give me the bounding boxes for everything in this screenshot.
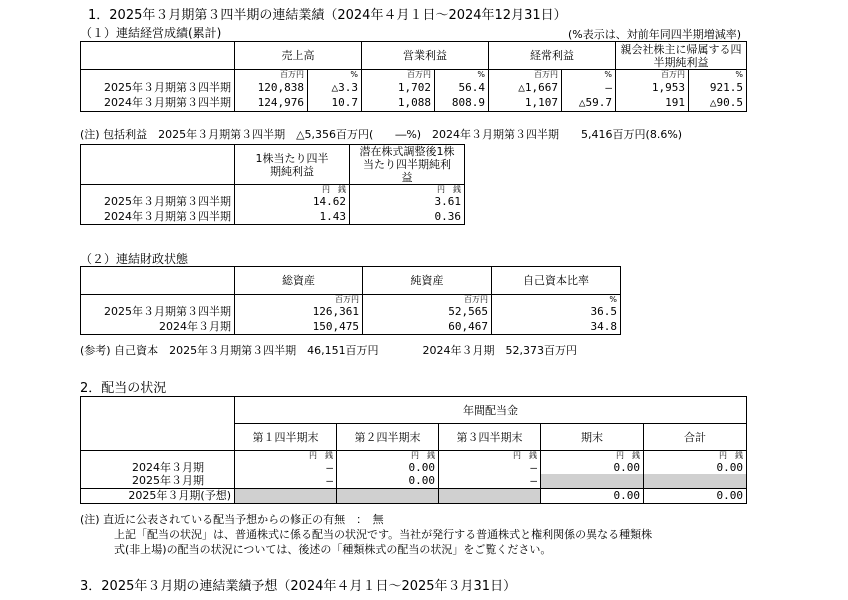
header-sales: 売上高 [235,42,362,70]
dividends-table [80,396,747,504]
row-label: 2024年３月期 [81,319,235,334]
dividend-note-3: 式(非上場)の配当の状況については、後述の「種類株式の配当の状況」をご覧ください。 [114,543,552,556]
unit-empty [81,185,235,195]
unit-cell: 百万円 [616,70,689,80]
unit-cell: 円 銭 [350,185,465,195]
value-cell: 0.00 [541,488,644,503]
header-empty [81,42,235,70]
value-cell: ― [562,79,616,95]
header-equity-ratio: 自己資本比率 [492,267,621,295]
row-label: 2025年３月期第３四半期 [81,194,235,209]
equity-note: (参考) 自己資本 2025年３月期第３四半期 46,151百万円 2024年３月期 52,373百万円 [80,344,578,357]
unit-cell: % [308,70,362,80]
unit-cell: 百万円 [489,70,562,80]
shaded-cell [439,488,541,503]
table-row [81,474,747,488]
unit-cell: 円 銭 [235,185,350,195]
value-cell: 1,702 [362,79,435,95]
value-cell: 120,838 [235,79,308,95]
section-3-title: 3．2025年３月期の連結業績予想（2024年４月１日～2025年３月31日） [80,579,517,594]
row-label: 2025年３月期 [81,474,235,488]
header-year-end: 期末 [541,424,644,451]
section-1-title: 1．2025年３月期第３四半期の連結業績（2024年４月１日～2024年12月31日） [88,8,567,23]
unit-cell: % [435,70,489,80]
row-label: 2025年３月期(予想) [81,488,235,503]
shaded-cell [644,474,747,488]
value-cell: 1.43 [235,209,350,224]
performance-table [80,41,747,112]
dividend-note-1: (注) 直近に公表されている配当予想からの修正の有無 ： 無 [80,513,384,526]
unit-cell: 円 銭 [337,451,439,461]
value-cell: △3.3 [308,79,362,95]
table-row [81,209,465,224]
value-cell: 0.36 [350,209,465,224]
percent-note: (%表示は、対前年同四半期増減率) [568,28,742,41]
shaded-cell [541,474,644,488]
header-operating-profit: 営業利益 [362,42,489,70]
value-cell: 0.00 [644,488,747,503]
value-cell: 10.7 [308,95,362,111]
unit-empty [81,70,235,80]
shaded-cell [337,488,439,503]
value-cell: 126,361 [235,304,363,319]
unit-cell: % [689,70,747,80]
unit-cell: 円 銭 [439,451,541,461]
value-cell: 60,467 [363,319,492,334]
header-diluted-eps: 潜在株式調整後1株当たり四半期純利益 [350,145,465,185]
subsection-1-title: （１）連結経営成績(累計) [80,26,222,40]
row-label: 2024年３月期 [81,460,235,474]
unit-empty [81,295,235,305]
value-cell: △1,667 [489,79,562,95]
header-eps: 1株当たり四半期純利益 [235,145,350,185]
value-cell: 124,976 [235,95,308,111]
unit-cell: 円 銭 [644,451,747,461]
header-net-income: 親会社株主に帰属する四半期純利益 [616,42,747,70]
eps-table [80,144,465,225]
table-row [81,194,465,209]
unit-cell: % [562,70,616,80]
value-cell: 52,565 [363,304,492,319]
value-cell: 36.5 [492,304,621,319]
header-empty [81,267,235,295]
value-cell: △59.7 [562,95,616,111]
header-empty [81,397,235,451]
value-cell: 1,107 [489,95,562,111]
value-cell: △90.5 [689,95,747,111]
row-label: 2025年３月期第３四半期 [81,304,235,319]
comprehensive-income-note: (注) 包括利益 2025年３月期第３四半期 △5,356百万円( ―%) 2024年３月期第３四半期 5,416百万円(8.6%) [80,128,683,141]
value-cell: 0.00 [541,460,644,474]
table-row [81,460,747,474]
header-total-assets: 総資産 [235,267,363,295]
value-cell: 1,953 [616,79,689,95]
unit-cell: 百万円 [235,70,308,80]
header-total: 合計 [644,424,747,451]
shaded-cell [235,488,337,503]
value-cell: 191 [616,95,689,111]
unit-cell: 百万円 [235,295,363,305]
value-cell: 3.61 [350,194,465,209]
header-annual-dividend: 年間配当金 [235,397,747,424]
value-cell: 56.4 [435,79,489,95]
value-cell: 921.5 [689,79,747,95]
value-cell: 0.00 [337,460,439,474]
row-label: 2024年３月期第３四半期 [81,95,235,111]
value-cell: 0.00 [337,474,439,488]
header-q1: 第１四半期末 [235,424,337,451]
value-cell: 808.9 [435,95,489,111]
unit-cell: 円 銭 [541,451,644,461]
table-row [81,319,621,334]
subsection-2-title: （２）連結財政状態 [80,252,189,266]
value-cell: 1,088 [362,95,435,111]
table-row [81,95,747,111]
financial-position-table [80,266,621,335]
header-q3: 第３四半期末 [439,424,541,451]
value-cell: ― [439,460,541,474]
table-row [81,79,747,95]
header-net-assets: 純資産 [363,267,492,295]
header-ordinary-profit: 経常利益 [489,42,616,70]
table-row [81,488,747,503]
unit-empty [81,451,235,461]
header-q2: 第２四半期末 [337,424,439,451]
value-cell: 150,475 [235,319,363,334]
row-label: 2025年３月期第３四半期 [81,79,235,95]
value-cell: 0.00 [644,460,747,474]
row-label: 2024年３月期第３四半期 [81,209,235,224]
section-2-title: 2．配当の状況 [80,381,167,396]
value-cell: 34.8 [492,319,621,334]
unit-cell: % [492,295,621,305]
value-cell: 14.62 [235,194,350,209]
unit-cell: 円 銭 [235,451,337,461]
value-cell: ― [439,474,541,488]
value-cell: ― [235,474,337,488]
value-cell: ― [235,460,337,474]
unit-cell: 百万円 [362,70,435,80]
dividend-note-2: 上記「配当の状況」は、普通株式に係る配当の状況です。当社が発行する普通株式と権利関係の異なる種類株 [114,528,653,541]
header-empty [81,145,235,185]
unit-cell: 百万円 [363,295,492,305]
table-row [81,304,621,319]
